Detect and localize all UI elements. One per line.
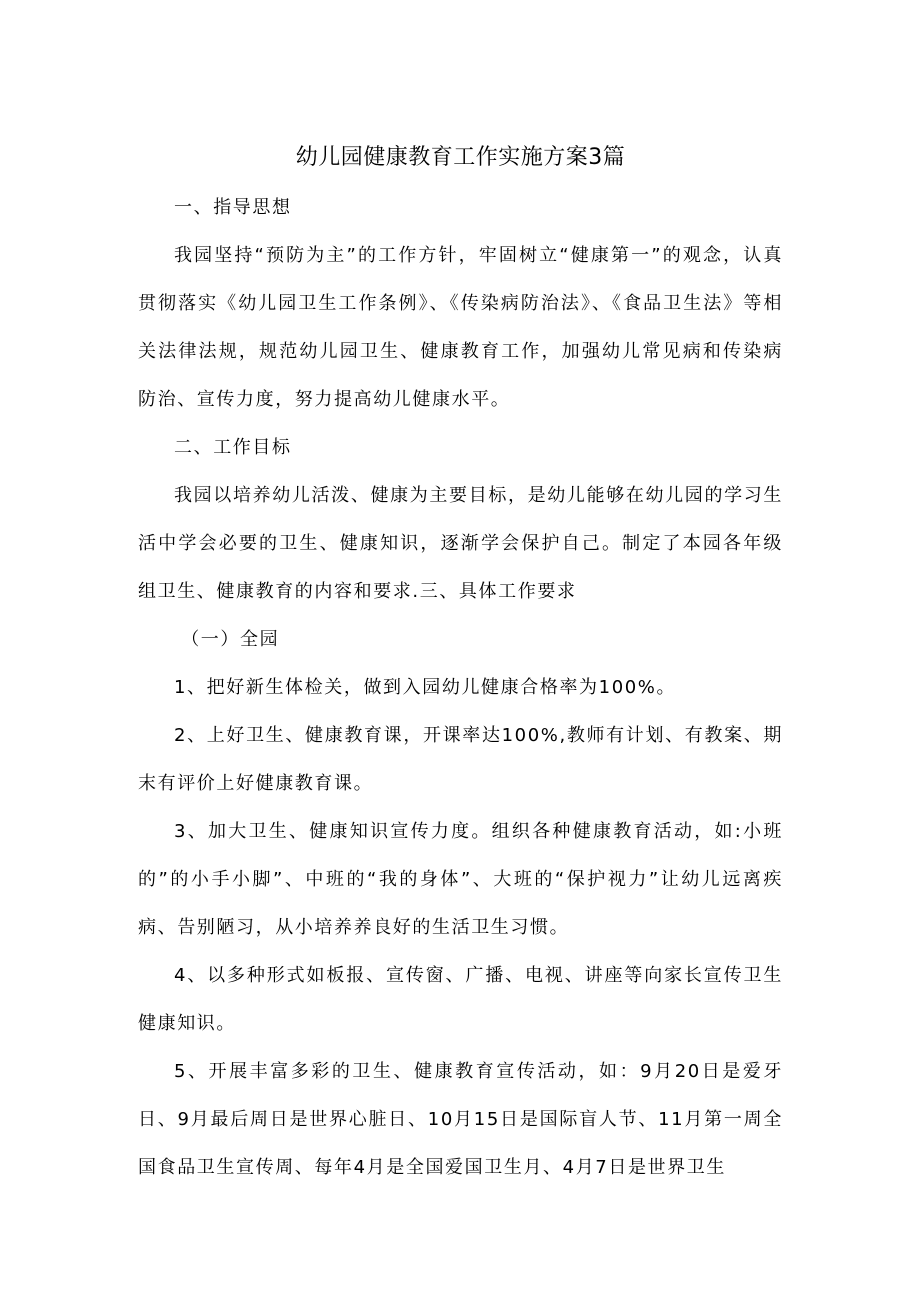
section-heading-work-goals: 二、工作目标 [174,437,292,458]
list-item-4: 4、以多种形式如板报、宣传窗、广播、电视、讲座等向家长宣传卫生健康知识。 [138,965,783,1034]
section-heading-guiding-ideology: 一、指导思想 [174,197,292,218]
paragraph-guiding-ideology: 我园坚持“预防为主”的工作方针，牢固树立“健康第一”的观念，认真贯彻落实《幼儿园卫生工作条例》、《传染病防治法》、《食品卫生法》等相关法律法规，规范幼儿园卫生、健康教育工作，加强幼儿常见病和传染病防治、宣传力度，努力提高幼儿健康水平。 [138,245,783,410]
list-item-3: 3、加大卫生、健康知识宣传力度。组织各种健康教育活动，如:小班的”的小手小脚”、中班的“我的身体”、大班的“保护视力”让幼儿远离疾病、告别陋习，从小培养养良好的生活卫生习惯。 [138,821,783,938]
document-body [138,138,783,1192]
paragraph-work-goals: 我园以培养幼儿活泼、健康为主要目标，是幼儿能够在幼儿园的学习生活中学会必要的卫生、健康知识，逐渐学会保护自己。制定了本园各年级组卫生、健康教育的内容和要求.三、具体工作要求 [138,485,783,602]
list-item-5: 5、开展丰富多彩的卫生、健康教育宣传活动，如：9月20日是爱牙日、9月最后周日是世界心脏日、10月15日是国际盲人节、11月第一周全国食品卫生宣传周、每年4月是全国爱国卫生月、4月7日是世界卫生 [138,1061,783,1178]
subsection-heading-whole-kindergarten: （一）全园 [181,629,280,650]
list-item-2: 2、上好卫生、健康教育课，开课率达100%,教师有计划、有教案、期末有评价上好健康教育课。 [138,725,783,794]
list-item-1: 1、把好新生体检关，做到入园幼儿健康合格率为100%。 [174,677,677,698]
document-title: 幼儿园健康教育工作实施方案3篇 [295,145,626,170]
